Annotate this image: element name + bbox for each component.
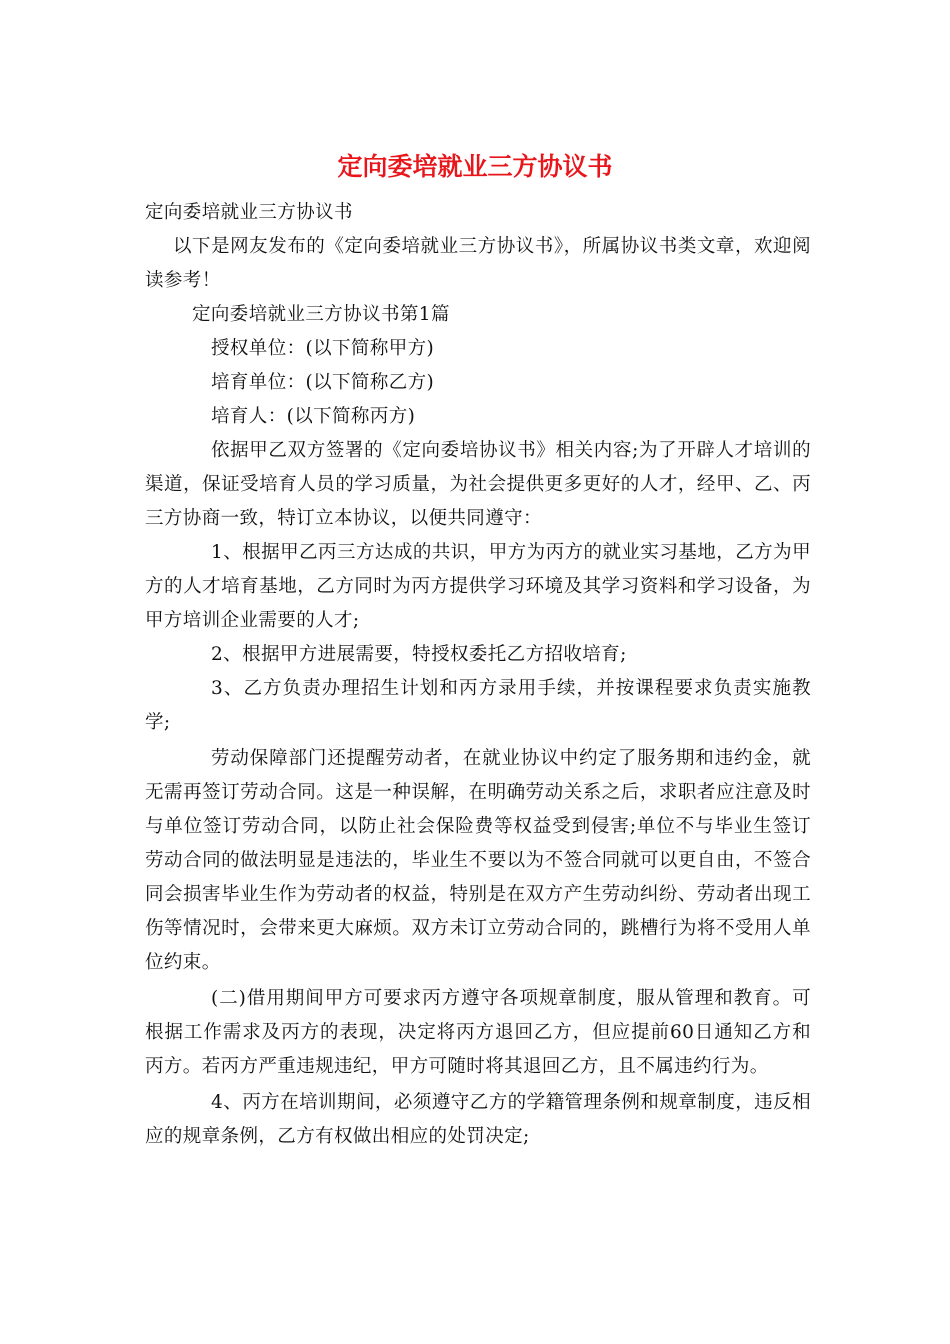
clause-3: 3、乙方负责办理招生计划和丙方录用手续，并按课程要求负责实施教学;	[145, 678, 811, 733]
document-title: 定向委培就业三方协议书	[337, 152, 613, 181]
document-body	[145, 196, 811, 1154]
loan-period-paragraph: (二)借用期间甲方可要求丙方遵守各项规章制度，服从管理和教育。可根据工作需求及丙方的表现，决定将丙方退回乙方，但应提前60日通知乙方和丙方。若丙方严重违规违纪，甲方可随时将其退回乙方，且不属违约行为。	[145, 988, 811, 1077]
party-c-line: 培育人：(以下简称丙方)	[211, 406, 416, 427]
party-a-line: 授权单位：(以下简称甲方)	[211, 338, 435, 359]
clause-4: 4、丙方在培训期间，必须遵守乙方的学籍管理条例和规章制度，违反相应的规章条例，乙方有权做出相应的处罚决定;	[145, 1092, 811, 1147]
intro-paragraph: 以下是网友发布的《定向委培就业三方协议书》，所属协议书类文章，欢迎阅读参考！	[145, 236, 811, 291]
section-heading: 定向委培就业三方协议书第1篇	[192, 304, 450, 325]
party-b-line: 培育单位：(以下简称乙方)	[211, 372, 435, 393]
document-subtitle: 定向委培就业三方协议书	[145, 202, 353, 223]
clause-1: 1、根据甲乙丙三方达成的共识，甲方为丙方的就业实习基地，乙方为甲方的人才培育基地，乙方同时为丙方提供学习环境及其学习资料和学习设备，为甲方培训企业需要的人才;	[145, 542, 811, 631]
labor-note-paragraph: 劳动保障部门还提醒劳动者，在就业协议中约定了服务期和违约金，就无需再签订劳动合同。这是一种误解，在明确劳动关系之后，求职者应注意及时与单位签订劳动合同，以防止社会保险费等权益受到侵害;单位不与毕业生签订劳动合同的做法明显是违法的，毕业生不要以为不签合同就可以更自由，不签合同会损害毕业生作为劳动者的权益，特别是在双方产生劳动纠纷、劳动者出现工伤等情况时，会带来更大麻烦。双方未订立劳动合同的，跳槽行为将不受用人单位约束。	[145, 748, 811, 973]
preamble-paragraph: 依据甲乙双方签署的《定向委培协议书》相关内容;为了开辟人才培训的渠道，保证受培育人员的学习质量，为社会提供更多更好的人才，经甲、乙、丙三方协商一致，特订立本协议，以便共同遵守：	[145, 440, 811, 529]
clause-2: 2、根据甲方进展需要，特授权委托乙方招收培育;	[211, 644, 627, 665]
